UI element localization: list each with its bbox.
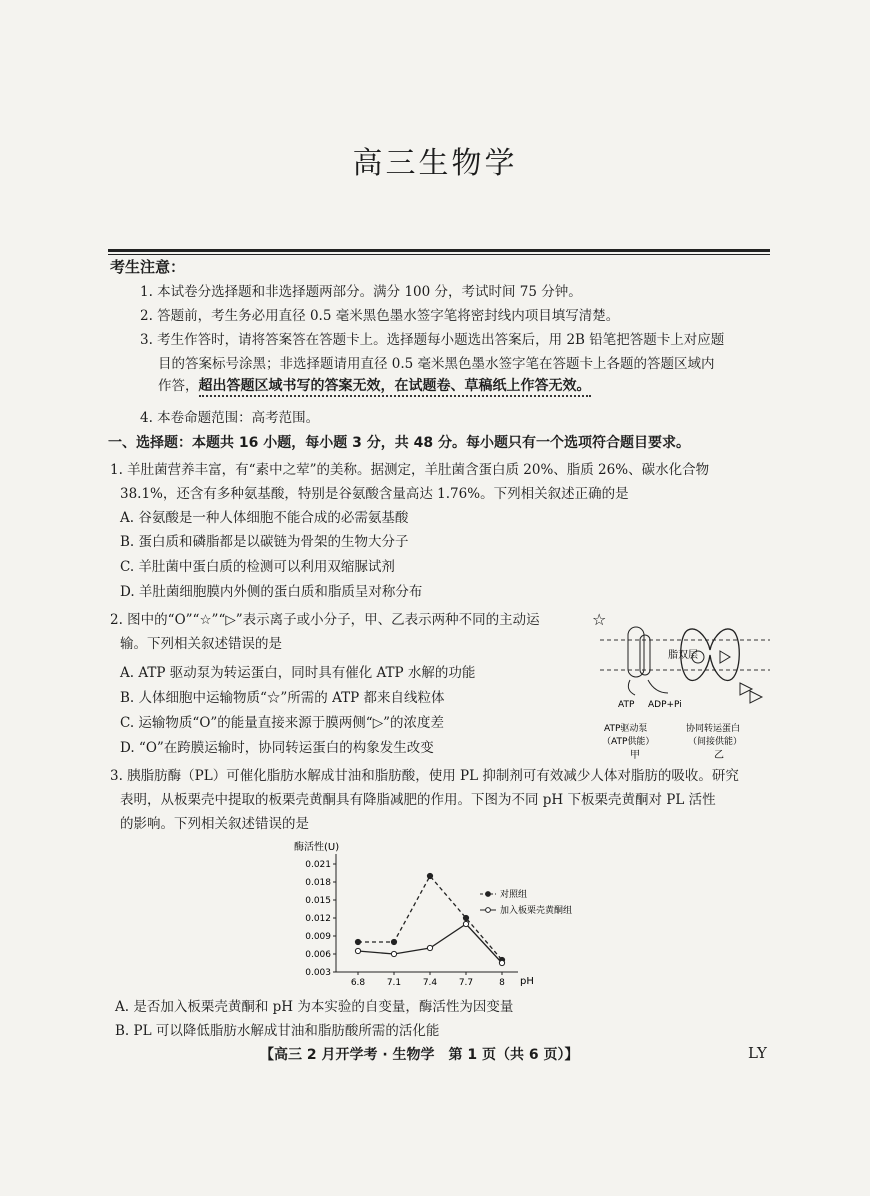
cotransporter-label: 协同转运蛋白 [686, 724, 741, 734]
cotransporter-tag: 乙 [714, 750, 724, 761]
paper-code: LY [748, 1044, 767, 1062]
adp-label: ADP+Pi [648, 700, 682, 710]
notice-item-3: 3. 考生作答时，请将答案答在答题卡上。选择题每小题选出答案后，用 2B 铅笔把答题卡上对应题 [140, 332, 725, 348]
data-point [391, 951, 396, 956]
x-tick-label: 7.4 [422, 978, 438, 988]
notice-heading: 考生注意： [110, 258, 186, 276]
q2-stem-1: 2. 图中的“O”“☆”“▷”表示离子或小分子，甲、乙表示两种不同的主动运 [110, 612, 540, 628]
page-title: 高三生物学 [352, 146, 518, 181]
q2-option-d: D. “O”在跨膜运输时，协同转运蛋白的构象发生改变 [120, 740, 434, 756]
q3-option-b: B. PL 可以降低脂肪水解成甘油和脂肪酸所需的活化能 [115, 1023, 440, 1039]
title-rule [108, 249, 770, 252]
q1-option-b: B. 蛋白质和磷脂都是以碳链为骨架的生物大分子 [120, 534, 409, 550]
triangle-symbol-out-2 [750, 691, 762, 703]
pump-label: ATP驱动泵 [604, 724, 648, 734]
data-point [355, 948, 360, 953]
cotransporter-sublabel: （间接供能） [688, 737, 743, 747]
series-line-2 [358, 924, 502, 963]
q2-option-c: C. 运输物质“O”的能量直接来源于膜两侧“▷”的浓度差 [120, 715, 444, 731]
data-point [463, 915, 468, 920]
membrane-label: 脂双层 [668, 650, 698, 661]
notice-emphasis: 超出答题区域书写的答案无效，在试题卷、草稿纸上作答无效。 [199, 378, 591, 397]
q3-option-a: A. 是否加入板栗壳黄酮和 pH 为本实验的自变量，酶活性为因变量 [115, 999, 514, 1015]
q1-option-a: A. 谷氨酸是一种人体细胞不能合成的必需氨基酸 [120, 510, 409, 526]
x-tick-label: 7.7 [458, 978, 474, 988]
page-footer: 【高三 2 月开学考 · 生物学 第 1 页（共 6 页）】 [260, 1047, 579, 1063]
q2-option-a: A. ATP 驱动泵为转运蛋白，同时具有催化 ATP 水解的功能 [120, 665, 476, 681]
y-tick-label: 0.018 [305, 878, 331, 888]
y-axis-label: 酶活性(U) [294, 842, 340, 853]
x-axis-label: pH [520, 976, 534, 987]
y-tick-label: 0.015 [305, 896, 331, 906]
atp-pump-subunit [640, 635, 650, 675]
atp-label: ATP [618, 700, 635, 710]
pump-tag: 甲 [630, 750, 640, 761]
x-tick-label: 7.1 [386, 978, 402, 988]
star-symbol: ☆ [592, 610, 607, 629]
legend-marker [486, 908, 491, 913]
data-point [427, 945, 432, 950]
transport-figure [590, 605, 780, 765]
atp-arrow [628, 680, 635, 695]
y-tick-label: 0.006 [305, 950, 331, 960]
notice-item-4: 4. 本卷命题范围：高考范围。 [140, 410, 320, 426]
data-point [427, 873, 432, 878]
legend-label: 加入板栗壳黄酮组 [500, 906, 573, 916]
notice-item-3-cont: 目的答案标号涂黑；非选择题请用直径 0.5 毫米黑色墨水签字笔在答题卡上各题的答题区域内 [158, 356, 715, 372]
data-point [463, 921, 468, 926]
q3-stem-2: 表明，从板栗壳中提取的板栗壳黄酮具有降脂减肥的作用。下图为不同 pH 下板栗壳黄酮对 PL 活性 [120, 792, 716, 808]
pump-sublabel: （ATP供能） [602, 737, 655, 747]
data-point [391, 939, 396, 944]
y-tick-label: 0.003 [305, 968, 331, 978]
data-point [355, 939, 360, 944]
q2-option-b: B. 人体细胞中运输物质“☆”所需的 ATP 都来自线粒体 [120, 690, 445, 706]
y-tick-label: 0.012 [305, 914, 331, 924]
legend-marker [486, 892, 491, 897]
data-point [499, 960, 504, 965]
q1-stem-2: 38.1%，还含有多种氨基酸，特别是谷氨酸含量高达 1.76%。下列相关叙述正确的是 [120, 486, 629, 502]
adp-arrow [648, 680, 668, 693]
q3-stem-1: 3. 胰脂肪酶（PL）可催化脂肪水解成甘油和脂肪酸，使用 PL 抑制剂可有效减少人体对脂肪的吸收。研究 [110, 768, 739, 784]
notice-item-3-end [158, 374, 591, 395]
x-tick-label: 6.8 [350, 978, 366, 988]
section-heading: 一、选择题：本题共 16 小题，每小题 3 分，共 48 分。每小题只有一个选项符合题目要求。 [108, 435, 690, 451]
notice-item-2: 2. 答题前，考生务必用直径 0.5 毫米黑色墨水签字笔将密封线内项目填写清楚。 [140, 308, 620, 324]
q1-option-d: D. 羊肚菌细胞膜内外侧的蛋白质和脂质呈对称分布 [120, 584, 423, 600]
q1-stem-1: 1. 羊肚菌营养丰富，有“素中之荤”的美称。据测定，羊肚菌含蛋白质 20%、脂质 26%、碳水化合物 [110, 462, 710, 478]
q3-stem-3: 的影响。下列相关叙述错误的是 [120, 816, 309, 832]
y-tick-label: 0.021 [305, 860, 331, 870]
triangle-symbol [720, 651, 730, 663]
legend-label: 对照组 [500, 890, 528, 900]
notice-item-1: 1. 本试卷分选择题和非选择题两部分。满分 100 分，考试时间 75 分钟。 [140, 284, 582, 300]
x-tick-label: 8 [499, 978, 505, 988]
q1-option-c: C. 羊肚菌中蛋白质的检测可以利用双缩脲试剂 [120, 559, 395, 575]
enzyme-activity-chart [290, 838, 620, 988]
notice-item-3-prefix: 作答， [158, 378, 199, 394]
title-rule-thin [108, 254, 770, 255]
y-tick-label: 0.009 [305, 932, 331, 942]
q2-stem-2: 输。下列相关叙述错误的是 [120, 636, 282, 652]
